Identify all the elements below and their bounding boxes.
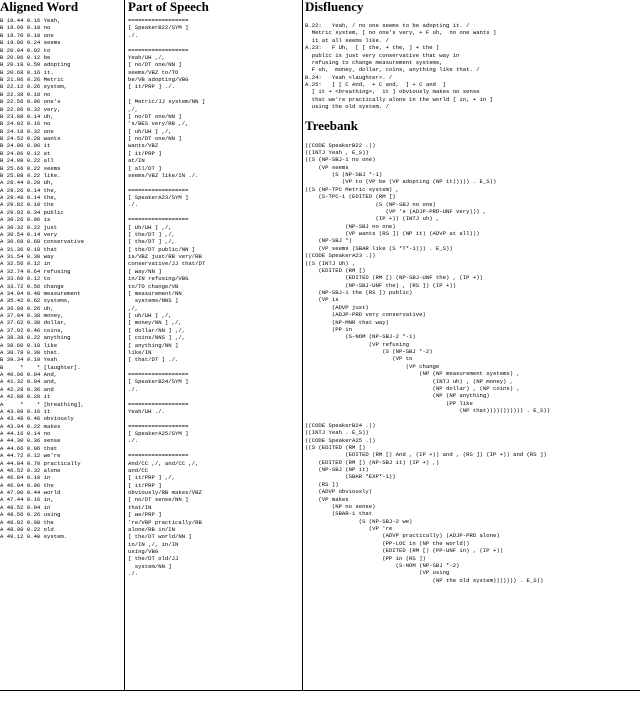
text-line: is/VBZ just/RB very/RB [128,253,202,260]
text-line: A 48.82 0.08 the [0,518,54,526]
text-line: A 47.44 0.16 in, [0,496,54,504]
text-line: (VP using [305,569,450,577]
aligned-word-heading: Aligned Word [0,0,79,14]
text-line: (S (NP-SBJ no one) [305,200,436,208]
text-line: ((CODE SpeakerA23 .)) [305,252,376,260]
text-line: (EDITED (RM [) (NP-SBJ it) (IP +) ,) [305,458,440,466]
text-line: [ anything/NN ] [128,341,179,349]
text-line: obviously/RB makes/VBZ [128,489,202,496]
text-line: [ dollar/NN ] ,/, [128,326,186,334]
text-line: (ADVP practically) (ADJP-PRD alone) [305,532,500,540]
text-line: A 46.94 0.06 the [0,481,54,489]
text-line: A 30.54 0.14 very [0,230,58,238]
text-line: [ no/DT one/NN ] [128,135,182,142]
text-line: [ the/DT ] ,/, [128,238,175,246]
text-line: ((CODE SpeakerB22 .)) [305,141,376,149]
aligned-word-column [0,0,122,690]
text-line: ((S (INTJ Uh) , [305,259,356,267]
text-line: And/CC ,/, and/CC ,/, [128,459,199,467]
text-line: (INTJ uh) , (NP money) , [305,377,514,385]
text-line: A 44.16 0.14 no [0,430,51,437]
text-line: that we're practically alone in the world [ in, + in ] [305,95,493,103]
disfluency-text [305,22,638,111]
text-line: [ no/DT sense/NN ] [128,496,189,504]
text-line: [ it/PRP ] ,/, [128,474,175,482]
text-line: B 24.80 0.06 it [0,142,51,150]
text-line: A 32.56 0.12 in [0,260,51,268]
text-line: (NP-SBJ-UNF the) , (RS ]) (IP +)) [305,281,457,289]
text-line: A 38.38 0.22 anything [0,334,71,342]
text-line: 's/BES very/RB ,/, [128,120,189,128]
text-line: A 42.28 0.36 and [0,385,54,393]
text-line: (NP-SBJ *) [305,237,352,245]
text-line: [ SpeakerB22/SYM ] [128,24,189,32]
text-line: system/NN ] [128,562,172,570]
treebank-text [305,142,638,585]
text-line: seems/VBZ like/IN ./. [128,171,199,179]
text-line: A.25: [ [ C And, + C and, ] + C and ] [305,81,446,88]
part-of-speech-text [128,17,300,578]
text-line: (S (NP-SBJ *-1) [305,171,383,178]
text-line: (NP-SBJ-1 the (RS ]) public) [305,289,413,296]
text-line: (NP no sense) [305,502,376,510]
text-line: (VP makes [305,495,349,503]
text-line: [ the/DT world/NN ] [128,533,192,541]
text-line: B 20.18 0.50 adopting [0,61,71,69]
text-line: (VP is [305,296,339,304]
text-line: A 46.52 0.32 alone [0,466,61,474]
text-line: (RS ]) [305,480,339,488]
text-line: ((S (EDITED (RM [) [305,443,366,451]
text-line: (S-NOM (NP-SBJ-2 *-1) [305,333,416,341]
text-line: B.22: Yeah, / no one seems to be adopting it. / [305,22,470,29]
text-line: ((S (NP-SBJ-1 no one) [305,156,376,164]
text-line: ((S (NP-TPC Metric system) , [305,185,399,193]
text-line: B 25.66 0.22 seems [0,164,61,172]
text-line: A 35.42 0.62 systems, [0,297,71,305]
text-line: 're/VBP practically/RB [128,518,202,526]
text-line: A 48.90 0.22 old [0,525,54,533]
text-line: (SBAR-1 that [305,510,373,518]
text-line: in/IN refusing/VBG [128,275,189,283]
text-line: A 29.92 0.34 public [0,208,64,216]
text-line: [ it/PRP ] ./. [128,83,175,91]
text-line: to/TO change/VB [128,282,179,290]
text-line: Yeah/UH ,/, [128,53,165,61]
text-line: (EDITED (RM [) (PP-UNF in) , (IP +)) [305,547,504,555]
text-line: A 43.48 0.46 obviously [0,415,74,423]
text-line: (PP like [305,399,473,407]
text-line: (PP-LOC in (NP the world)) [305,539,470,547]
text-line: (NP that))))))))))) . E_S)) [305,407,551,414]
text-line: (VP 's (ADJP-PRD-UNF very))) , [305,207,487,215]
text-line: ((CODE SpeakerB24 .)) [305,421,376,429]
text-line: [ no/DT one/NN ] [128,61,182,69]
text-line: (VP to [305,355,413,363]
text-line: A 31.36 0.18 that [0,245,58,253]
text-line: using/VBG [128,548,159,555]
text-line: A 37.04 0.38 money, [0,312,64,319]
text-line: (NP dollar) , (NP coins) , [305,384,520,392]
text-line: B.24: Yeah <laughter>. / [305,73,393,81]
text-line: (IP +)) (INTJ uh) , [305,215,440,223]
part-of-speech-column [128,0,300,690]
text-line: A 37.92 0.46 coins, [0,326,64,334]
aligned-word-text [0,17,122,541]
text-line: A 30.32 0.22 just [0,223,58,231]
text-line: (ADVP obviously) [305,488,373,496]
text-line: ================== [128,186,189,194]
text-line: like/IN [128,348,152,356]
text-line: A 41.32 0.04 and, [0,378,58,386]
text-line: ================== [128,452,189,460]
text-line: (NP-MNR that way) [305,318,389,326]
text-line: [ Metric/JJ system/NN ] [128,98,206,106]
text-line: (VP 're [305,525,393,532]
text-line: ================== [128,371,189,378]
text-line: A 33.72 0.56 change [0,282,64,290]
text-line: B 24.98 0.22 all [0,157,54,165]
text-line: refusing to change measurement systems, [305,58,443,66]
text-line: (PP in [305,325,352,333]
text-line: conservative/JJ that/DT [128,260,206,268]
text-line: A 49.12 0.40 system. [0,533,68,541]
text-line: ,/, [128,304,139,312]
text-line: [ Uh/UH ] ,/, [128,223,172,231]
text-line: ((CODE SpeakerA25 .)) [305,436,376,444]
text-line: [ SpeakerA25/SYM ] [128,430,189,437]
text-line: (NP-SBJ (NP it) [305,466,369,473]
text-line: [ measurement/NN [128,289,182,297]
text-line: A 44.84 0.70 practically [0,459,81,467]
text-line: (S-NOM (NP-SBJ *-2) [305,561,460,569]
text-line: A 40.96 0.04 And, [0,371,58,378]
text-line: A 29.26 0.14 the, [0,186,58,194]
text-line: in/IN ,/, in/IN [128,540,179,548]
text-line: [ SpeakerA23/SYM ] [128,194,189,201]
text-line: B 20.04 0.02 to [0,46,51,54]
part-of-speech-heading: Part of Speech [128,0,209,14]
text-line: A 37.62 0.30 dollar, [0,319,68,327]
text-line: public is just very conservative that way in [305,51,460,59]
text-line: [ it/PRP ] [128,481,162,489]
text-line: B 19.44 0.16 Yeah, [0,17,61,24]
text-line: A 48.56 0.26 using [0,511,61,519]
text-line: B 22.38 0.18 no [0,90,51,98]
treebank-heading: Treebank [305,117,358,133]
text-line: B 20.06 0.12 be [0,53,51,61]
text-line: (PP in (RS ]) [305,554,426,562]
text-line: A 44.66 0.06 that [0,444,58,452]
text-line: (S (NP-SBJ-2 we) [305,517,413,525]
text-line: A 29.48 0.14 the, [0,194,58,201]
text-line: A 30.68 0.68 conservative [0,238,84,246]
text-line: ================== [128,216,189,224]
text-line: A 38.78 0.30 that. [0,348,61,356]
text-line: Metric system, [ no one's very, + F uh, no one wants ] [305,29,497,37]
text-line: (VP seems (SBAR like (S *T*-1))) . E_S)) [305,244,453,252]
text-line: A 29.82 0.10 the [0,201,54,209]
text-line: A 43.08 0.16 it [0,407,51,415]
text-line: ./. [128,385,139,393]
text-line: (VP refusing [305,340,410,348]
text-line: A 30.26 0.06 is [0,216,51,224]
text-line: using the old system. / [305,103,389,111]
text-line: B 25.88 0.22 like. [0,171,61,179]
text-line: (S (NP-SBJ *-2) [305,348,433,355]
text-line: (ADJP-PRD very conservative) [305,311,426,319]
text-line: B 19.80 0.24 seems [0,39,61,47]
text-line: B 21.86 0.26 Metric [0,76,64,83]
text-line: (VP change [305,362,440,370]
text-line: it at all seems like. / [305,36,389,44]
text-line: B 22.86 0.32 very, [0,105,61,113]
text-line: A 33.60 0.12 to [0,275,51,283]
text-line: B 23.88 0.14 uh, [0,112,54,120]
text-line: [ money/NN ] ,/, [128,319,182,327]
text-line: [ the/DT public/NN ] [128,245,196,253]
text-line: (NP-SBJ no one) [305,222,396,230]
column-divider-1 [124,0,125,690]
text-line: ================== [128,17,189,24]
text-line: A 32.74 0.64 refusing [0,267,71,275]
text-line: B 19.70 0.10 one [0,31,54,39]
text-line: [ that/DT ] ./. [128,356,179,364]
text-line: (VP seems [305,163,349,171]
text-line: ,/, [128,105,139,113]
text-line: ./. [128,437,139,445]
text-line: B 24.18 0.32 one [0,127,54,135]
text-line: [ SpeakerB24/SYM ] [128,378,189,386]
text-line: B 24.52 0.28 wants [0,135,61,142]
text-line: A 34.94 0.48 measurement [0,289,81,297]
text-line: (VP wants (RS ]) (NP it) (ADVP at all))) [305,230,480,237]
text-line: B 24.86 0.12 at [0,149,51,157]
text-line: [ all/DT ] [128,164,162,172]
text-line: A 38.60 0.18 like [0,341,58,349]
text-line: (NP (NP anything) [305,392,490,400]
text-line: [ it/PRP ] [128,149,162,157]
text-line: B 22.12 0.26 system, [0,83,68,91]
text-line: at/IN [128,157,145,165]
text-line: (VP to (VP be (VP adopting (NP it))))) . E_S)) [305,178,497,186]
text-line: F uh, money, dollar, coins, anything like that. / [305,66,480,74]
text-line: alone/RB in/IN [128,525,175,533]
text-line: ((INTJ Yeah . E_S)) [305,429,369,437]
text-line: (EDITED (RM [) (NP-SBJ-UNF the) , (IP +)) [305,274,483,282]
text-line: A 31.54 0.30 way [0,253,54,260]
text-line: [ way/NN ] [128,267,162,275]
text-line: B 24.02 0.16 no [0,120,51,128]
text-line: A 43.94 0.22 makes [0,422,61,430]
text-line: A 48.52 0.04 in [0,503,51,511]
text-line: ================== [128,400,189,408]
bottom-rule [0,690,640,691]
text-line: B 22.56 0.06 one's [0,98,61,106]
text-line: A * * [breathing], [0,400,84,408]
text-line: [ uh/UH ] ,/, [128,127,172,135]
text-line: ================== [128,46,189,54]
text-line: (NP (NP measurement systems) , [305,370,520,378]
text-line: (SBAR *EXP*-1)) [305,473,396,481]
text-line: A 44.30 0.36 sense [0,437,61,445]
text-line: and/CC [128,466,149,474]
disfluency-heading: Disfluency [305,0,364,14]
text-line: seems/VBZ to/TO [128,68,179,76]
text-line: [ it + <breathing>, it ] obviously makes no sense [305,88,480,96]
text-line: (EDITED (RM [) [305,266,366,274]
text-line: A 46.84 0.10 in [0,474,51,482]
text-line: be/VB adopting/VBG [128,76,189,83]
text-line: [ uh/UH ] ,/, [128,312,172,319]
text-line: B * * [laughter]. [0,363,81,371]
text-line: ================== [128,422,189,430]
text-line: A 44.72 0.12 we're [0,452,61,460]
text-line: that/IN [128,503,152,511]
text-line: ./. [128,31,139,39]
text-line: A 28.44 0.28 Uh, [0,179,54,187]
text-line: (ADVP just) [305,303,369,311]
text-line: (NP the old system))))))) . E_S)) [305,576,544,584]
text-line: A 47.00 0.44 world [0,489,61,496]
text-line: ((INTJ Yeah , E_S)) [305,148,369,156]
column-divider-2 [302,0,303,690]
text-line: B 20.68 0.16 it. [0,68,54,76]
right-column [305,0,638,690]
text-line: wants/VBZ [128,142,159,150]
text-line: A 42.88 0.20 it [0,393,51,401]
text-line: [ the/DT old/JJ [128,555,179,563]
text-line: ./. [128,201,139,209]
text-line: (S-TPC-1 (EDITED (RM [) [305,193,396,201]
text-line: B 19.60 0.10 no [0,24,51,32]
text-line: [ the/DT ] ,/, [128,230,175,238]
text-line: B 39.34 0.10 Yeah [0,356,58,364]
text-line: Yeah/UH ./. [128,407,165,415]
text-line: [ coins/NNS ] ,/, [128,334,186,342]
text-line: [ no/DT one/NN ] [128,112,182,120]
text-line: A.23: F Uh, [ [ the, + the, ] + the ] [305,44,440,52]
text-line: systems/NNS ] [128,297,179,305]
text-line: ./. [128,570,139,578]
text-line: [ we/PRP ] [128,511,162,519]
text-line: A 36.08 0.26 uh, [0,304,54,312]
text-line: (EDITED (RM [) And , (IP +)) and , (RS ]) (IP +)) and (RS ]) [305,451,547,459]
